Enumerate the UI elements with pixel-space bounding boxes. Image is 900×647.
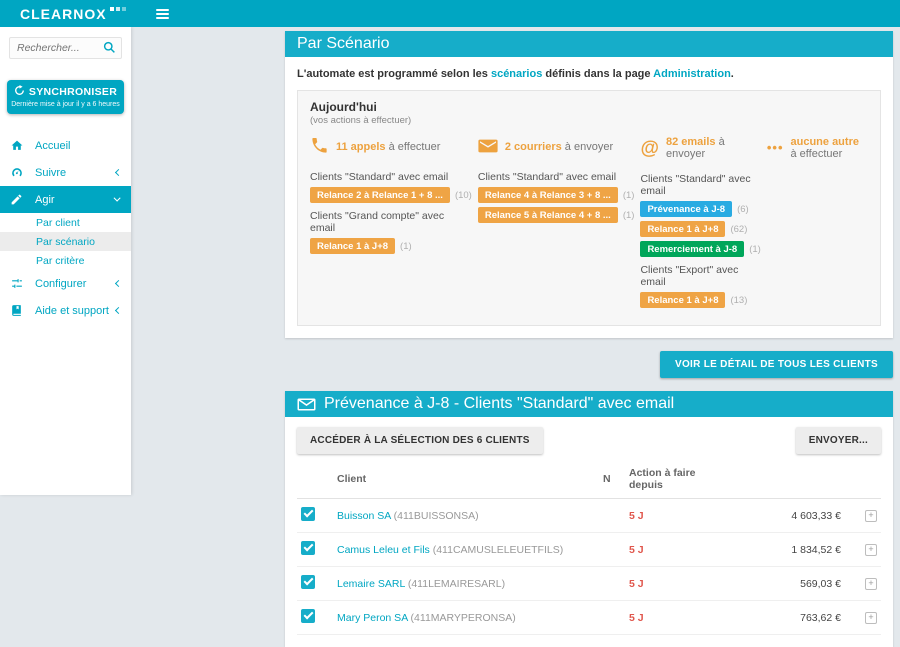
delay-value: 5 J [629,577,644,590]
sidebar-item-label: Aide et support [35,304,109,317]
scenario-panel-header [285,31,893,57]
expand-plus-icon[interactable]: + [865,544,877,556]
row-checkbox[interactable] [301,609,315,623]
client-code: (411CAMUSLELEUETFILS) [432,543,564,556]
sliders-icon [10,277,25,291]
today-title: Aujourd'hui [310,100,377,114]
hamburger-menu-icon[interactable] [156,9,169,19]
more-dots-icon: ••• [766,140,784,156]
administration-link[interactable]: Administration [653,68,731,80]
client-code: (411MARYPERONSA) [410,611,516,624]
tag-count: (1) [400,240,412,252]
scenario-tag-row [310,238,472,254]
scenario-tag-row [640,241,760,257]
group-header: Clients "Standard" avec email [477,171,617,183]
n-cell [599,601,625,635]
scenario-tag-row [640,292,760,308]
scenario-tag: Relance 1 à J+8 [640,221,725,237]
sidebar-item-label: Suivre [35,166,67,179]
sidebar-item-label: Agir [35,193,55,206]
letters-column [478,136,641,312]
intro-pre: L'automate est programmé selon les [297,68,491,80]
scenario-panel-body [285,57,893,338]
group-header: Clients "Standard" avec email [640,173,751,197]
sidebar-item-label: Par critère [36,254,85,267]
column-header-n: N [599,460,625,499]
group-header: Clients "Grand compte" avec email [310,210,445,234]
sidebar-item-par-scenario[interactable] [0,232,131,251]
table-row [297,601,881,635]
tag-count: (62) [730,223,748,235]
sidebar-item-suivre[interactable] [0,159,131,186]
sidebar-item-configurer[interactable] [0,270,131,297]
sidebar-item-label: Par client [36,216,80,229]
header-checkbox-cell [297,460,333,499]
sidebar-item-par-critere[interactable] [0,251,131,270]
scenarios-link[interactable]: scénarios [490,68,543,80]
amount-value: 1 834,52 € [791,543,841,556]
intro-post: . [730,68,734,80]
client-code: (411BUISSONSA) [393,509,479,522]
n-cell [599,533,625,567]
chevron-icon [115,169,122,176]
n-cell [599,567,625,601]
at-icon: @ [640,137,659,159]
client-link[interactable]: Camus Leleu et Fils [337,543,430,556]
sidebar-item-par-client[interactable] [0,213,131,232]
last-sync-text: Dernière mise à jour il y a 6 heures [11,101,120,108]
tag-count: (1) [622,189,635,201]
clearnox-logo [20,6,126,22]
other-count: aucune autre [790,136,859,148]
expand-plus-icon[interactable]: + [865,578,877,590]
sidebar-item-aide[interactable] [0,297,131,324]
calls-count: 11 appels [336,141,386,153]
column-header-client: Client [333,460,599,499]
expand-plus-icon[interactable]: + [865,612,877,624]
synchronize-label: SYNCHRONISER [28,86,118,98]
emails-count: 82 emails [665,136,716,148]
topbar [0,0,900,27]
scenario-tag: Relance 4 à Relance 3 + 8 ... [478,187,618,203]
logo-squares-icon [110,7,126,11]
calls-column [310,136,478,312]
row-checkbox[interactable] [301,541,315,555]
sidebar [0,27,131,495]
tag-count: (10) [454,189,472,201]
column-header-expand [845,460,881,499]
delay-value: 5 J [629,543,644,556]
selection-panel-header [285,391,893,417]
selection-panel-body [285,417,893,647]
today-card [297,90,881,326]
sidebar-item-label: Configurer [35,277,87,290]
envelope-icon [297,397,316,412]
expand-plus-icon[interactable]: + [865,510,877,522]
chevron-icon [115,307,122,314]
scenario-tag-row [310,187,472,203]
other-column [767,136,868,312]
sidebar-item-agir[interactable] [0,186,131,213]
column-header-amount [725,460,845,499]
page-title: Par Scénario [297,35,390,52]
row-checkbox[interactable] [301,575,315,589]
table-row [297,533,881,567]
selection-title: Prévenance à J-8 - Clients "Standard" avec email [324,395,675,412]
n-cell [599,499,625,533]
table-row [297,567,881,601]
scenario-tag-row [478,187,635,203]
pencil-icon [10,193,25,207]
group-header: Clients "Standard" avec email [310,171,449,183]
scenario-tag: Relance 2 à Relance 1 + 8 ... [310,187,450,203]
client-code: (411LEMAIRESARL) [407,577,506,590]
today-subtitle: (vos actions à effectuer) [310,115,412,126]
send-button[interactable]: ENVOYER... [796,427,881,454]
chevron-icon [115,280,122,287]
synchronize-button[interactable] [7,80,124,114]
search-icon[interactable] [103,41,116,59]
phone-icon [310,136,329,158]
scenario-tag: Relance 1 à J+8 [640,292,725,308]
home-icon [10,139,25,153]
calls-suffix: à effectuer [388,141,441,153]
intro-mid: définis dans la page [542,68,654,80]
detail-button-row [285,351,893,378]
tag-count: (1) [622,209,635,221]
delay-value: 5 J [629,509,644,522]
letters-suffix: à envoyer [564,141,614,153]
amount-value: 4 603,33 € [791,509,841,522]
emails-suffix: à envoyer [665,136,725,160]
selection-panel [285,391,893,647]
group-header: Clients "Export" avec email [640,264,739,288]
client-link[interactable]: Buisson SA [337,509,391,522]
row-checkbox[interactable] [301,507,315,521]
logo-text: CLEARNOX [20,5,107,22]
refresh-icon [14,85,25,99]
gauge-icon [10,166,25,180]
sidebar-item-label: Accueil [35,139,71,152]
tag-count: (6) [737,203,749,215]
chevron-icon [114,195,121,202]
tag-count: (1) [749,243,761,255]
scenario-tag-row [478,207,635,223]
client-link[interactable]: Lemaire SARL [337,577,405,590]
selection-actions [297,427,881,454]
scenario-tag: Relance 5 à Relance 4 + 8 ... [478,207,618,223]
scenario-tag-row [640,221,760,237]
scenario-tag: Remerciement à J-8 [640,241,744,257]
envelope-icon [478,138,498,157]
emails-column [640,136,766,312]
intro-text [297,68,881,80]
access-selection-button[interactable]: ACCÉDER À LA SÉLECTION DES 6 CLIENTS [297,427,543,454]
amount-value: 763,62 € [800,611,841,624]
amount-value: 569,03 € [800,577,841,590]
scenario-panel [285,31,893,338]
client-link[interactable]: Mary Peron SA [337,611,408,624]
tag-count: (13) [730,294,748,306]
letters-count: 2 courriers [504,141,562,153]
delay-value: 5 J [629,611,644,624]
see-all-clients-button[interactable]: VOIR LE DÉTAIL DE TOUS LES CLIENTS [660,351,893,378]
column-header-action: Action à faire depuis [625,460,725,499]
sidebar-item-accueil[interactable] [0,132,131,159]
other-suffix: à effectuer [790,148,843,160]
clients-table [297,460,881,635]
book-icon [10,304,25,318]
scenario-tag: Prévenance à J-8 [640,201,732,217]
scenario-tag-row [640,201,760,217]
sidebar-item-label: Par scénario [36,235,95,248]
main-content [131,27,900,624]
scenario-tag: Relance 1 à J+8 [310,238,395,254]
search-box [9,37,122,59]
table-row [297,499,881,533]
sidebar-nav [0,132,131,324]
